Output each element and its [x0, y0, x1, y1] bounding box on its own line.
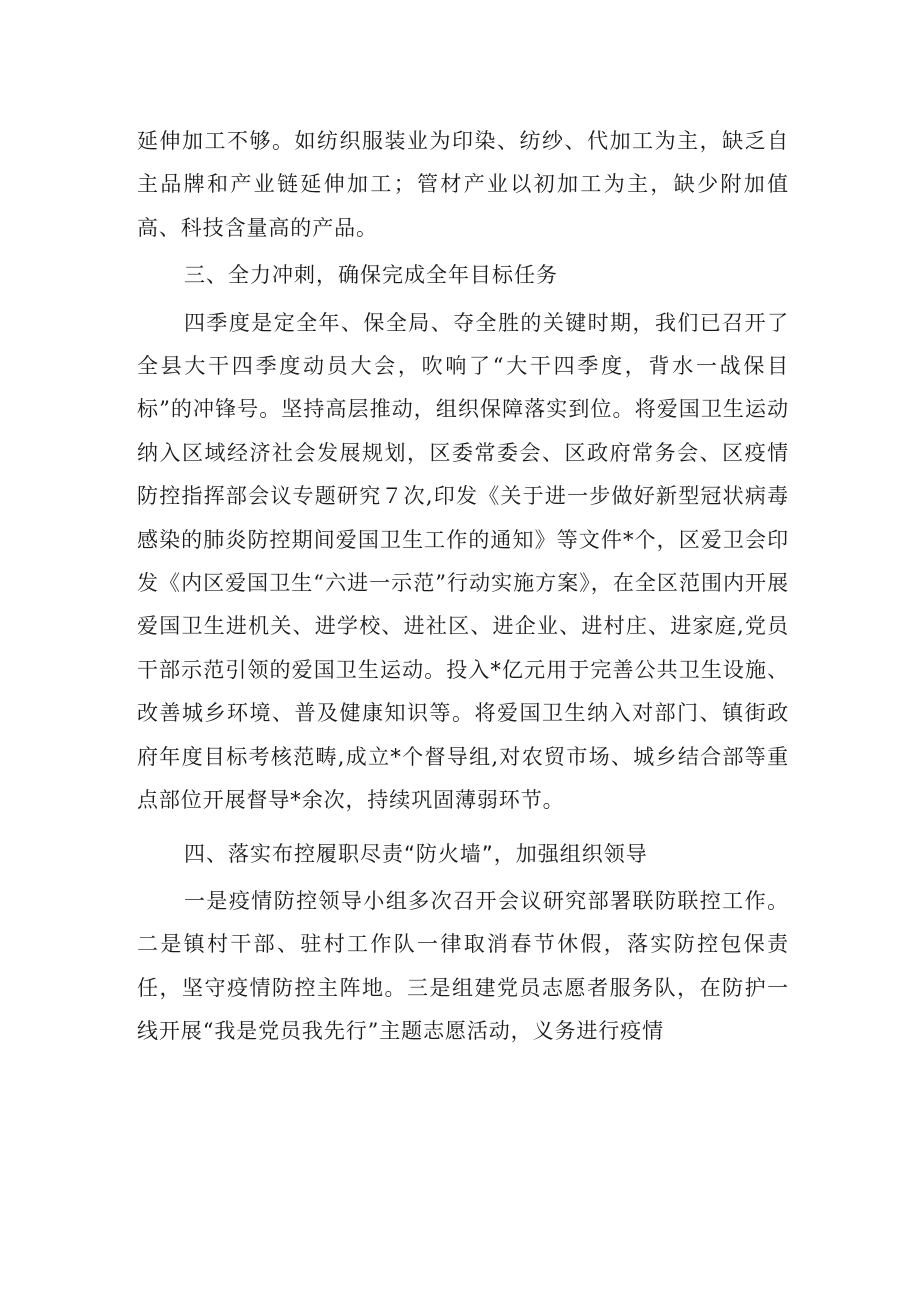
paragraph-organization-leadership: 一是疫情防控领导小组多次召开会议研究部署联防联控工作。二是镇村干部、驻村工作队一律取消春节休假，落实防控包保责任，坚守疫情防控主阵地。三是组建党员志愿者服务队，在防护一线开展“我是党员我先行”主题志愿活动，义务进行疫情 [137, 888, 789, 1044]
paragraph-industry-weakness: 延伸加工不够。如纺织服装业为印染、纺纱、代加工为主，缺乏自主品牌和产业链延伸加工；管材产业以初加工为主，缺少附加值高、科技含量高的产品。 [137, 129, 789, 240]
document-body [137, 120, 789, 1054]
section-heading-three: 三、全力冲刺，确保完成全年目标任务 [184, 263, 558, 288]
paragraph-fourth-quarter: 四季度是定全年、保全局、夺全胜的关键时期，我们已召开了全县大干四季度动员大会，吹响了“大干四季度，背水一战保目标”的冲锋号。坚持高层推动，组织保障落实到位。将爱国卫生运动纳入区域经济社会发展规划，区委常委会、区政府常务会、区疫情防控指挥部会议专题研究７次,印发《关于进一步做好新型冠状病毒感染的肺炎防控期间爱国卫生工作的通知》等文件*个，区爱卫会印发《内区爱国卫生“六进一示范”行动实施方案》，在全区范围内开展爱国卫生进机关、进学校、进社区、进企业、进村庄、进家庭,党员干部示范引领的爱国卫生运动。投入*亿元用于完善公共卫生设施、改善城乡环境、普及健康知识等。将爱国卫生纳入对部门、镇街政府年度目标考核范畴,成立*个督导组,对农贸市场、城乡结合部等重点部位开展督导*余次，持续巩固薄弱环节。 [137, 310, 789, 813]
section-heading-four: 四、落实布控履职尽责“防火墙”，加强组织领导 [184, 841, 648, 866]
